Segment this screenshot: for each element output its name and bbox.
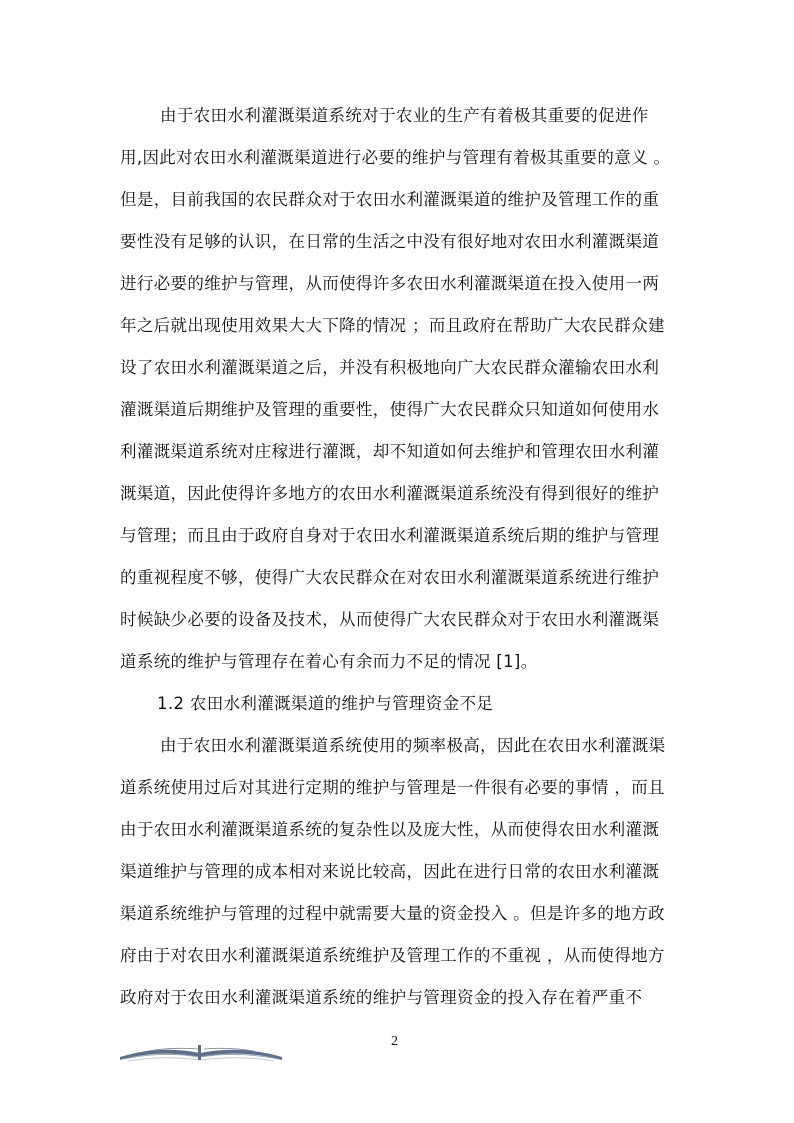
text-line: 设了农田水利灌溉渠道之后，并没有积极地向广大农民群众灌输农田水利 bbox=[120, 358, 660, 377]
text-line: 渠道维护与管理的成本相对来说比较高，因此在进行日常的农田水利灌溉 bbox=[120, 862, 660, 881]
text-line: 府由于对农田水利灌溉渠道系统维护及管理工作的不重视 ，从而使得地方 bbox=[120, 946, 665, 965]
text-line: 由于农田水利灌溉渠道系统的复杂性以及庞大性，从而使得农田水利灌溉 bbox=[120, 820, 660, 839]
text-line: 道系统的维护与管理存在着心有余而力不足的情况 [1]。 bbox=[120, 652, 538, 671]
page-number: 2 bbox=[391, 1034, 398, 1049]
text-line: 但是，目前我国的农民群众对于农田水利灌溉渠道的维护及管理工作的重 bbox=[120, 190, 660, 209]
text-line: 由于农田水利灌溉渠道系统使用的频率极高，因此在农田水利灌溉渠 bbox=[160, 736, 666, 755]
text-line: 由于农田水利灌溉渠道系统对于农业的生产有着极其重要的促进作 bbox=[160, 106, 649, 125]
section-heading: 1.2 农田水利灌溉渠道的维护与管理资金不足 bbox=[157, 694, 494, 713]
text-line: 道系统使用过后对其进行定期的维护与管理是一件很有必要的事情 ，而且 bbox=[120, 778, 665, 797]
text-line: 用,因此对农田水利灌溉渠道进行必要的维护与管理有着极其重要的意义 。 bbox=[120, 148, 671, 167]
text-line: 利灌溉渠道系统对庄稼进行灌溉，却不知道如何去维护和管理农田水利灌 bbox=[120, 442, 660, 461]
text-line: 的重视程度不够，使得广大农民群众在对农田水利灌溉渠道系统进行维护 bbox=[120, 568, 660, 587]
text-line: 与管理；而且由于政府自身对于农田水利灌溉渠道系统后期的维护与管理 bbox=[120, 526, 660, 545]
text-line: 进行必要的维护与管理，从而使得许多农田水利灌溉渠道在投入使用一两 bbox=[120, 274, 660, 293]
text-line: 时候缺少必要的设备及技术，从而使得广大农民群众对于农田水利灌溉渠 bbox=[120, 610, 660, 629]
text-line: 要性没有足够的认识，在日常的生活之中没有很好地对农田水利灌溉渠道 bbox=[120, 232, 660, 251]
text-line: 政府对于农田水利灌溉渠道系统的维护与管理资金的投入存在着严重不 bbox=[120, 988, 643, 1007]
text-line: 年之后就出现使用效果大大下降的情况 ；而且政府在帮助广大农民群众建 bbox=[120, 316, 665, 335]
text-line: 灌溉渠道后期维护及管理的重要性，使得广大农民群众只知道如何使用水 bbox=[120, 400, 660, 419]
text-line: 渠道系统维护与管理的过程中就需要大量的资金投入 。但是许多的地方政 bbox=[120, 904, 665, 923]
open-book-icon bbox=[118, 1035, 284, 1065]
text-line: 溉渠道，因此使得许多地方的农田水利灌溉渠道系统没有得到很好的维护 bbox=[120, 484, 660, 503]
